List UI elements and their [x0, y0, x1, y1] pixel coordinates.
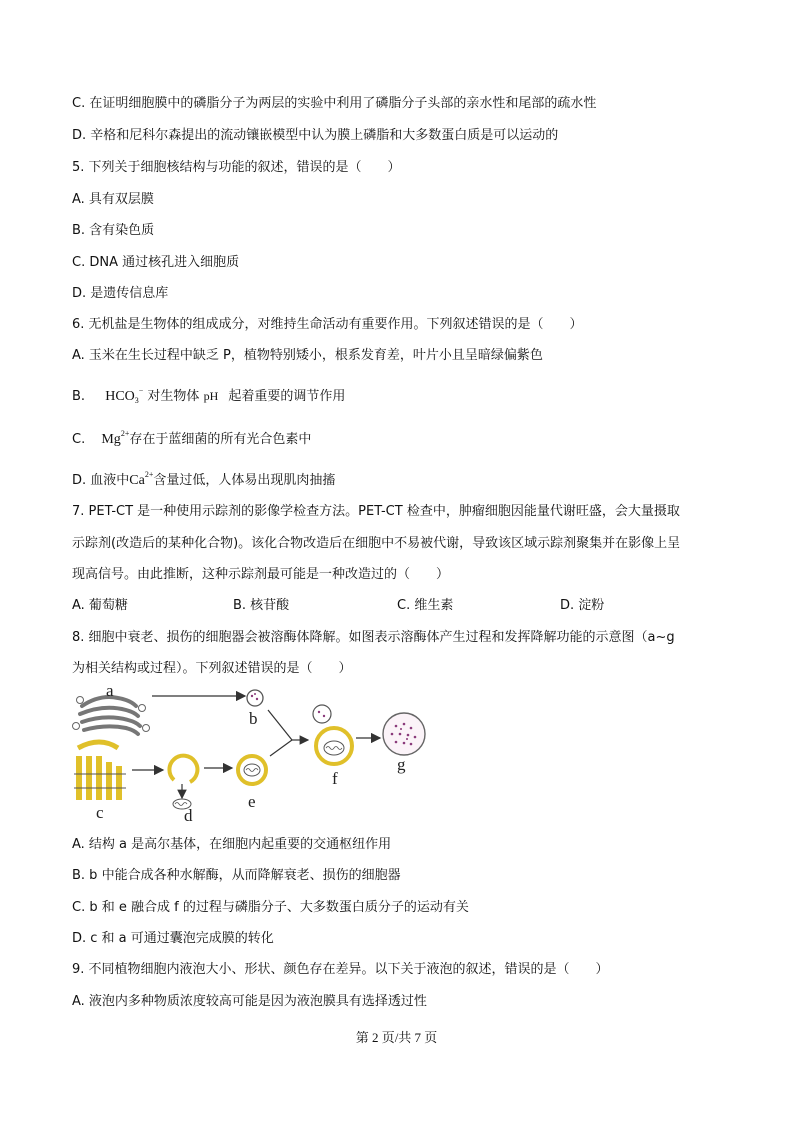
- q8-option-b: B. b 中能合成各种水解酶，从而降解衰老、损伤的细胞器: [72, 868, 401, 883]
- q6-option-d-prefix: D. 血液中: [72, 473, 130, 488]
- question-7-line1: 7. PET-CT 是一种使用示踪剂的影像学检查方法。PET-CT 检查中，肿瘤细胞因能量代谢旺盛，会大量摄取: [72, 504, 680, 519]
- q5-option-d: D. 是遗传信息库: [72, 286, 169, 301]
- q6-option-c-text: 存在于蓝细菌的所有光合色素中: [129, 432, 312, 447]
- q6-option-c: [72, 425, 311, 449]
- q5-option-c: C. DNA 通过核孔进入细胞质: [72, 255, 240, 270]
- label-d: d: [184, 806, 193, 822]
- q7-options: [72, 597, 722, 615]
- ph-symbol: pH: [203, 389, 219, 403]
- q9-option-a: A. 液泡内多种物质浓度较高可能是因为液泡膜具有选择透过性: [72, 994, 427, 1009]
- endoplasmic-reticulum: [74, 742, 126, 800]
- question-5: 5. 下列关于细胞核结构与功能的叙述，错误的是（ ）: [72, 160, 401, 175]
- arrow-e-merge: [270, 740, 292, 756]
- q7-option-a: A. 葡萄糖: [72, 598, 128, 613]
- autolysosome-fusion: [313, 705, 352, 764]
- q8-option-c: C. b 和 e 融合成 f 的过程与磷脂分子、大多数蛋白质分子的运动有关: [72, 900, 469, 915]
- question-7-line3: 现高信号。由此推断，这种示踪剂最可能是一种改造过的（ ）: [72, 567, 450, 582]
- label-g: g: [397, 755, 406, 774]
- bicarbonate-main: HCO: [105, 389, 135, 404]
- label-e: e: [248, 792, 256, 811]
- q6-option-b-prefix: B.: [72, 389, 86, 404]
- bicarbonate-formula: [105, 386, 144, 405]
- lysosome-process-diagram: [70, 684, 430, 822]
- q5-option-a: A. 具有双层膜: [72, 192, 154, 207]
- primary-lysosome: [247, 690, 263, 706]
- question-9: 9. 不同植物细胞内液泡大小、形状、颜色存在差异。以下关于液泡的叙述，错误的是（ ）: [72, 962, 609, 977]
- option-d-q4: D. 辛格和尼科尔森提出的流动镶嵌模型中认为膜上磷脂和大多数蛋白质是可以运动的: [72, 128, 559, 143]
- label-c: c: [96, 803, 104, 822]
- page-footer: 第 2 页/共 7 页: [355, 1030, 438, 1045]
- label-b: b: [249, 709, 258, 728]
- q7-option-c: C. 维生素: [397, 598, 454, 613]
- question-6: 6. 无机盐是生物体的组成成分，对维持生命活动有重要作用。下列叙述错误的是（ ）: [72, 317, 583, 332]
- label-f: f: [332, 769, 338, 788]
- bicarbonate-sub: 3: [134, 396, 139, 405]
- q6-option-b-text1: 对生物体: [147, 389, 200, 404]
- magnesium-sup: 2+: [120, 429, 130, 438]
- degradation-lysosome: [383, 713, 425, 755]
- q6-option-d-text: 含量过低，人体易出现肌肉抽搐: [153, 473, 336, 488]
- question-8-line1: 8. 细胞中衰老、损伤的细胞器会被溶酶体降解。如图表示溶酶体产生过程和发挥降解功能的示意图（a~g: [72, 630, 675, 645]
- autophagosome: [238, 756, 266, 784]
- option-c-q4: C. 在证明细胞膜中的磷脂分子为两层的实验中利用了磷脂分子头部的亲水性和尾部的疏水性: [72, 96, 597, 111]
- q6-option-a: A. 玉米在生长过程中缺乏 P，植物特别矮小，根系发育差，叶片小且呈暗绿偏紫色: [72, 348, 543, 363]
- bicarbonate-sup: −: [138, 386, 144, 395]
- calcium-sup: 2+: [144, 470, 154, 479]
- q7-option-b: B. 核苷酸: [233, 598, 290, 613]
- q6-option-c-prefix: C.: [72, 432, 86, 447]
- q6-option-b: [72, 382, 345, 410]
- calcium-formula: [129, 470, 154, 488]
- q6-option-d: [72, 466, 335, 490]
- phagophore: [169, 756, 197, 809]
- q5-option-b: B. 含有染色质: [72, 223, 155, 238]
- magnesium-main: Mg: [101, 432, 121, 447]
- q8-option-a: A. 结构 a 是高尔基体，在细胞内起重要的交通枢纽作用: [72, 837, 392, 852]
- calcium-main: Ca: [129, 473, 145, 488]
- q8-option-d: D. c 和 a 可通过囊泡完成膜的转化: [72, 931, 274, 946]
- q6-option-b-text2: 起着重要的调节作用: [228, 389, 346, 404]
- q7-option-d: D. 淀粉: [560, 598, 605, 613]
- magnesium-formula: [101, 429, 130, 447]
- question-7-line2: 示踪剂(改造后的某种化合物)。该化合物改造后在细胞中不易被代谢，导致该区域示踪剂聚集并在影像上呈: [72, 536, 681, 551]
- question-8-line2: 为相关结构或过程）。下列叙述错误的是（ ）: [72, 661, 352, 676]
- label-a: a: [106, 684, 114, 700]
- golgi-apparatus: [73, 697, 150, 735]
- arrow-b-merge: [268, 710, 292, 740]
